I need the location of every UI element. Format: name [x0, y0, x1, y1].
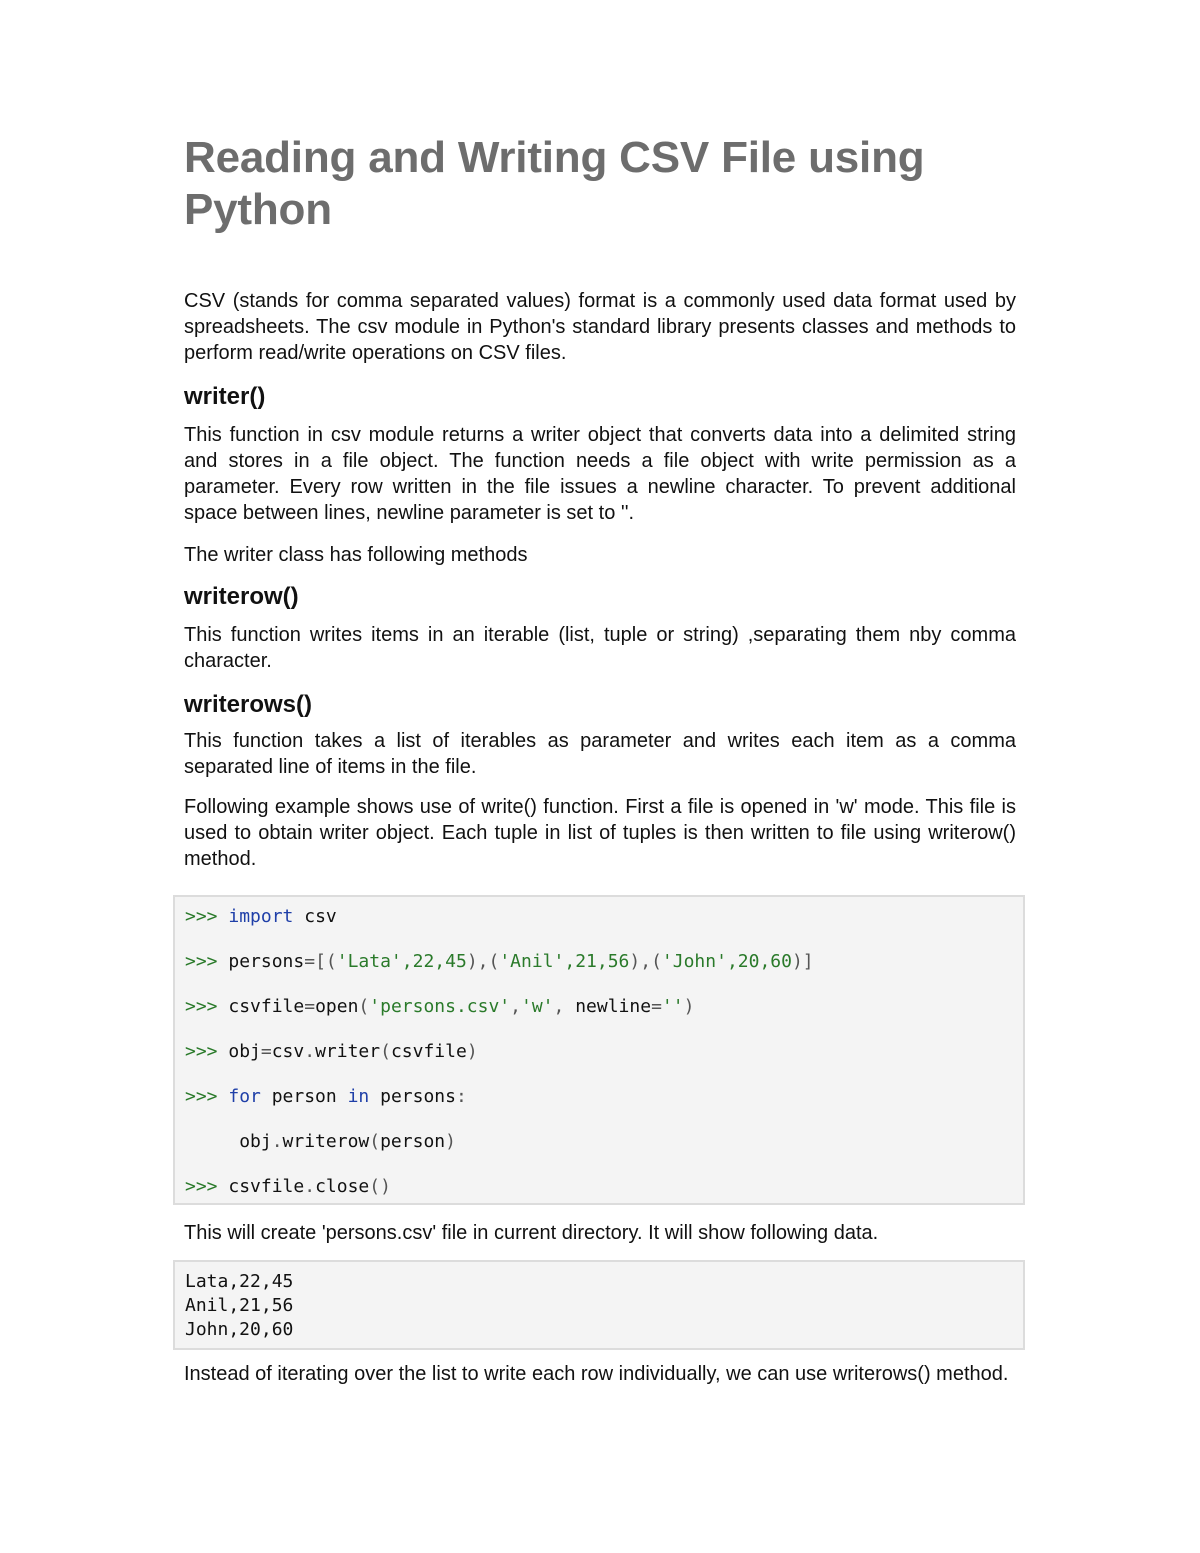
- code-punctuation: (: [369, 1131, 381, 1152]
- code-line-7: [185, 1175, 1023, 1220]
- output-line: John,20,60: [185, 1319, 294, 1340]
- writer-class-note: The writer class has following methods: [184, 544, 528, 566]
- code-punctuation: ),(: [466, 951, 500, 972]
- document-page: [184, 132, 1016, 872]
- code-number: ,21,56: [564, 951, 630, 972]
- code-text: csvfile: [228, 1176, 305, 1197]
- code-prompt: >>>: [185, 951, 218, 972]
- output-description: This will create 'persons.csv' file in current directory. It will show following data.: [184, 1222, 879, 1244]
- code-punctuation: ): [683, 996, 695, 1017]
- code-line-4: [185, 1040, 1023, 1085]
- example-intro: Following example shows use of write() function. First a file is opened in 'w' mode. This file is used to obtain writer object. Each tuple in list of tuples is then written to file using writerow() method.: [184, 796, 1016, 870]
- page-title: Reading and Writing CSV File using Python: [184, 133, 925, 234]
- code-function: writerow: [282, 1131, 370, 1152]
- code-punctuation: (): [369, 1176, 391, 1197]
- code-punctuation: .: [271, 1131, 283, 1152]
- code-function: writer: [315, 1041, 381, 1062]
- code-text: csv: [271, 1041, 305, 1062]
- code-string: 'Lata': [336, 951, 402, 972]
- code-keyword: in: [347, 1086, 370, 1107]
- code-punctuation: =: [260, 1041, 272, 1062]
- code-function: open: [315, 996, 359, 1017]
- code-punctuation: =: [304, 996, 316, 1017]
- heading-writerows: writerows(): [184, 691, 313, 718]
- code-punctuation: ,: [510, 996, 521, 1017]
- code-punctuation: =: [304, 951, 316, 972]
- code-punctuation: =: [651, 996, 662, 1017]
- code-prompt: >>>: [185, 1041, 218, 1062]
- code-number: ,20,60: [726, 951, 792, 972]
- code-keyword: for: [228, 1086, 261, 1107]
- output-block: [173, 1260, 1025, 1350]
- code-text: csv: [293, 906, 337, 927]
- output-line: Lata,22,45: [185, 1271, 294, 1292]
- code-prompt: >>>: [185, 1086, 218, 1107]
- code-text: persons: [228, 951, 305, 972]
- code-line-5: [185, 1085, 1023, 1130]
- code-punctuation: (: [380, 1041, 391, 1062]
- code-punctuation: ),(: [629, 951, 662, 972]
- code-line-3: [185, 995, 1023, 1040]
- code-prompt: >>>: [185, 996, 218, 1017]
- code-number: ,22,45: [401, 951, 467, 972]
- code-line-6: [185, 1130, 1023, 1175]
- code-text: newline: [575, 996, 652, 1017]
- code-punctuation: .: [304, 1041, 316, 1062]
- output-line: Anil,21,56: [185, 1295, 294, 1316]
- code-punctuation: (: [358, 996, 370, 1017]
- code-punctuation: ): [445, 1131, 456, 1152]
- heading-writerow: writerow(): [184, 583, 299, 610]
- code-block: [173, 895, 1025, 1205]
- code-text: obj: [228, 1041, 261, 1062]
- code-keyword: import: [228, 906, 294, 927]
- writerows-description: This function takes a list of iterables as parameter and writes each item as a comma separated line of items in the file.: [184, 730, 1016, 778]
- code-text: csvfile: [390, 1041, 467, 1062]
- code-line-1: [185, 905, 1023, 950]
- code-punctuation: :: [455, 1086, 467, 1107]
- code-text: csvfile: [228, 996, 305, 1017]
- code-string: 'John': [661, 951, 727, 972]
- code-punctuation: [(: [315, 951, 337, 972]
- code-prompt: >>>: [185, 906, 218, 927]
- code-punctuation: )]: [791, 951, 814, 972]
- code-text: persons: [369, 1086, 456, 1107]
- closing-paragraph: Instead of iterating over the list to write each row individually, we can use writerows() method.: [184, 1363, 1009, 1385]
- intro-paragraph: CSV (stands for comma separated values) format is a commonly used data format used by spreadsheets. The csv module in Python's standard library presents classes and methods to perform read/write operations on CSV files.: [184, 290, 1016, 364]
- code-text: person: [260, 1086, 348, 1107]
- code-text: obj: [239, 1131, 272, 1152]
- code-prompt: >>>: [185, 1176, 218, 1197]
- code-string: 'persons.csv': [369, 996, 511, 1017]
- code-string: '': [661, 996, 684, 1017]
- code-indent: [185, 1131, 239, 1152]
- code-text: person: [380, 1131, 446, 1152]
- code-punctuation: ,: [553, 996, 576, 1017]
- heading-writer: writer(): [184, 383, 266, 410]
- code-string: 'Anil': [499, 951, 565, 972]
- code-line-2: [185, 950, 1023, 995]
- writerow-description: This function writes items in an iterable (list, tuple or string) ,separating them nby comma character.: [184, 624, 1016, 672]
- writer-description: This function in csv module returns a writer object that converts data into a delimited string and stores in a file object. The function needs a file object with write permission as a parameter. Every row written in the file issues a newline character. To prevent additional space between lines, newline parameter is set to ''.: [184, 424, 1016, 524]
- code-string: 'w': [521, 996, 554, 1017]
- code-punctuation: ): [466, 1041, 478, 1062]
- code-punctuation: .: [304, 1176, 316, 1197]
- code-function: close: [315, 1176, 370, 1197]
